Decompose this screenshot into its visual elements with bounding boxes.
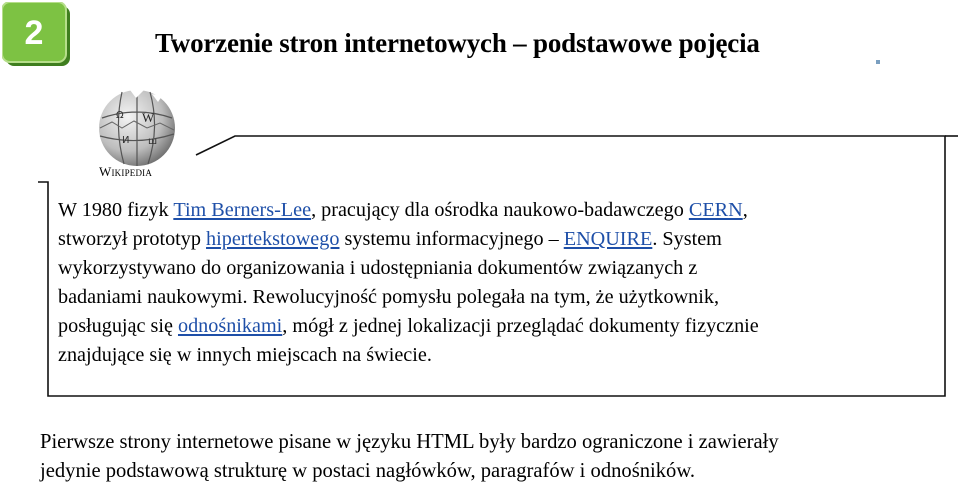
summary-line: Pierwsze strony internetowe pisane w języku HTML były bardzo ograniczone i zawierały xyxy=(40,431,779,453)
paragraph-line: wykorzystywano do organizowania i udostępniania dokumentów związanych z xyxy=(58,257,698,279)
slide-number: 2 xyxy=(24,14,44,52)
paragraph-line: badaniami naukowymi. Rewolucyjność pomysłu polegała na tym, że użytkownik, xyxy=(58,286,720,308)
paragraph-line: W 1980 fizyk Tim Berners-Lee, pracujący dla ośrodka naukowo-badawczego CERN, xyxy=(58,199,748,221)
paragraph-line: posługując się odnośnikami, mógł z jednej lokalizacji przeglądać dokumenty fizycznie xyxy=(58,315,759,337)
svg-text:И: И xyxy=(122,135,130,146)
link-hipertekstowego[interactable]: hipertekstowego xyxy=(206,228,340,250)
page-title: Tworzenie stron internetowych – podstawowe pojęcia xyxy=(155,28,760,58)
summary-text xyxy=(40,428,950,486)
wikipedia-wordmark: Wikipedia xyxy=(99,164,153,179)
link-enquire[interactable]: ENQUIRE xyxy=(563,228,653,250)
wikipedia-paragraph xyxy=(58,196,938,370)
slide-number-badge xyxy=(2,2,72,68)
svg-text:ш: ш xyxy=(148,136,158,147)
svg-text:W: W xyxy=(142,110,155,125)
paragraph-line: znajdujące się w innych miejscach na świecie. xyxy=(58,344,432,366)
link-tim-berners-lee[interactable]: Tim Berners-Lee xyxy=(173,199,312,221)
link-cern[interactable]: CERN xyxy=(688,199,743,221)
summary-line: jedynie podstawową strukturę w postaci nagłówków, paragrafów i odnośników. xyxy=(40,460,696,482)
link-odnosnikami[interactable]: odnośnikami xyxy=(177,315,283,337)
paragraph-line: stworzył prototyp hipertekstowego systemu informacyjnego – ENQUIRE. System xyxy=(58,228,722,250)
title-dot xyxy=(876,60,880,64)
svg-text:Ω: Ω xyxy=(116,110,124,121)
